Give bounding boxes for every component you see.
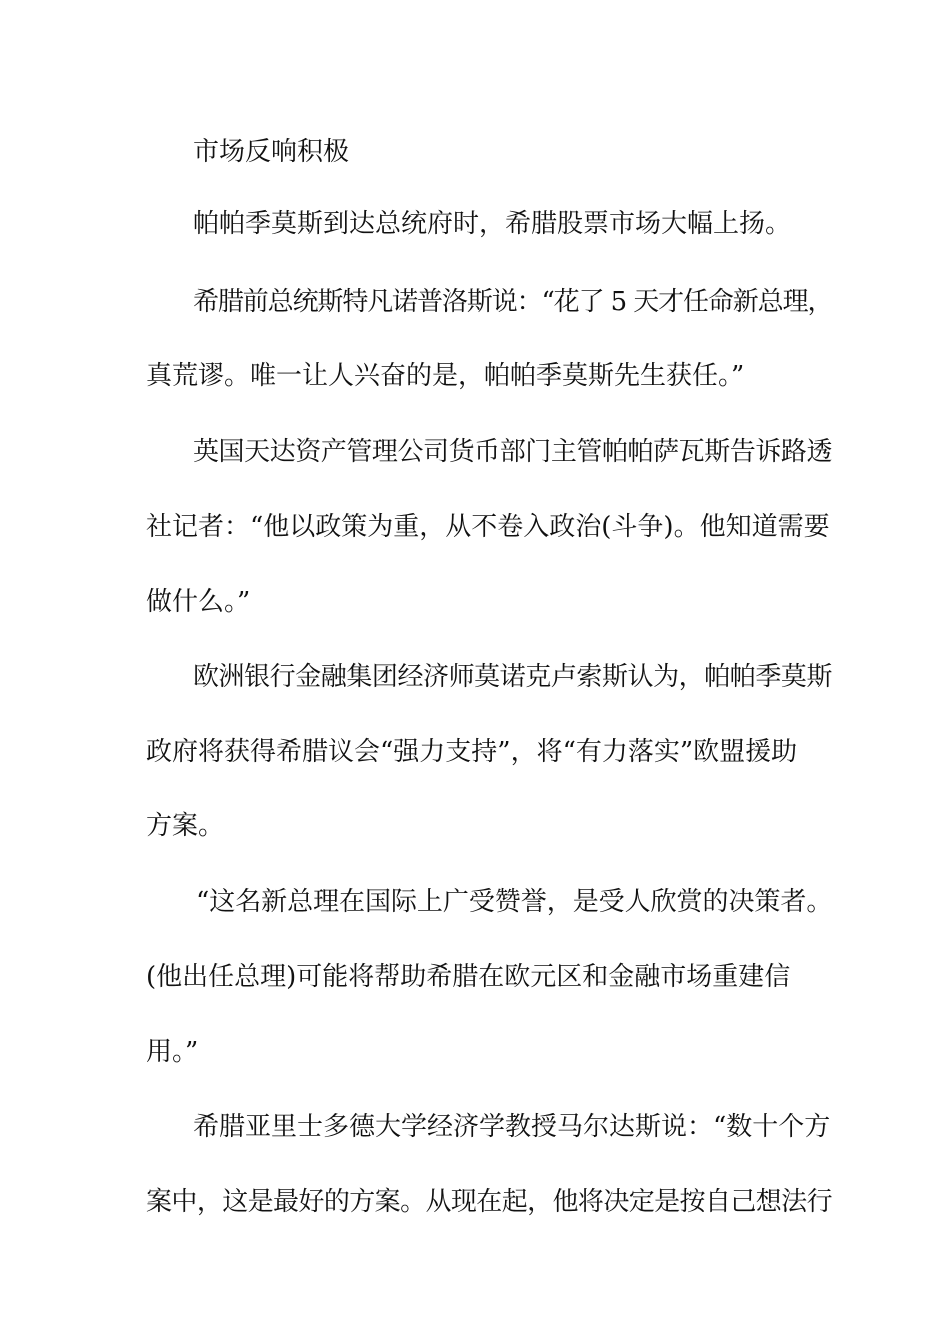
paragraph-line: 用。” [146,1037,199,1067]
paragraph-line: 真荒谬。唯一让人兴奋的是，帕帕季莫斯先生获任。” [146,361,745,391]
paragraph-line: 帕帕季莫斯到达总统府时，希腊股票市场大幅上扬。 [193,209,792,239]
paragraph-line: 希腊前总统斯特凡诺普洛斯说：“花了 5 天才任命新总理， [193,287,833,317]
paragraph-line: (他出任总理)可能将帮助希腊在欧元区和金融市场重建信 [146,962,791,992]
paragraph-line: 希腊亚里士多德大学经济学教授马尔达斯说：“数十个方 [193,1112,831,1142]
paragraph-line: “这名新总理在国际上广受赞誉，是受人欣赏的决策者。 [196,887,833,917]
paragraph-line: 政府将获得希腊议会“强力支持”，将“有力落实”欧盟援助 [146,737,798,767]
paragraph-line: 案中，这是最好的方案。从现在起，他将决定是按自己想法行 [146,1187,833,1217]
paragraph-line: 欧洲银行金融集团经济师莫诺克卢索斯认为，帕帕季莫斯 [193,662,833,692]
paragraph-line: 英国天达资产管理公司货币部门主管帕帕萨瓦斯告诉路透 [193,437,833,467]
paragraph-line: 社记者：“他以政策为重，从不卷入政治(斗争)。他知道需要 [146,512,830,542]
paragraph-line: 做什么。” [146,587,251,617]
section-heading: 市场反响积极 [193,137,350,167]
paragraph-line: 方案。 [146,811,225,841]
